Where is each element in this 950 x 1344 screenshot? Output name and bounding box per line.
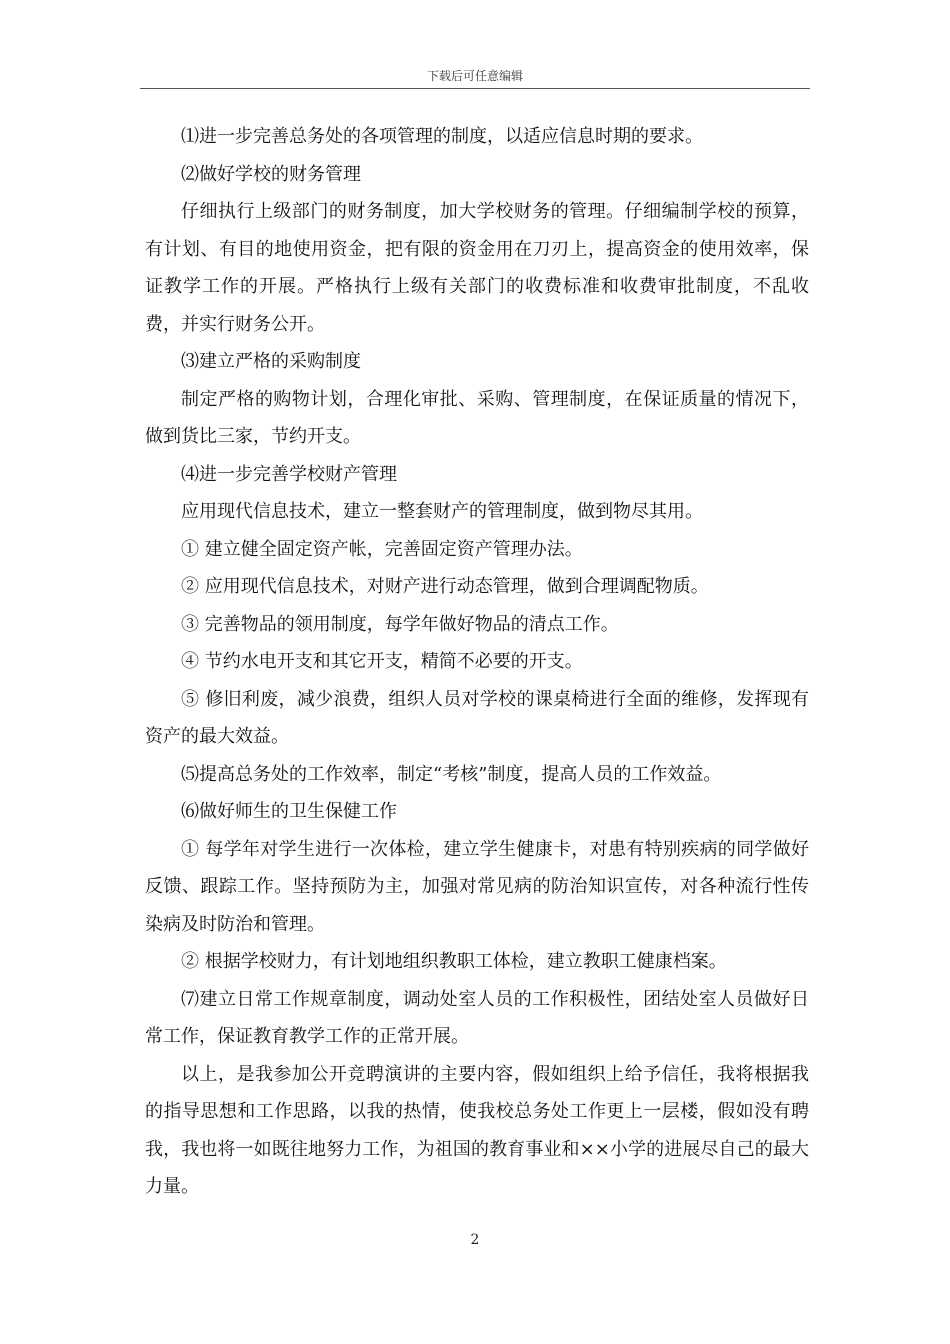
paragraph-finance: 仔细执行上级部门的财务制度，加大学校财务的管理。仔细编制学校的预算，有计划、有目的地使用资金，把有限的资金用在刀刃上，提高资金的使用效率，保证教学工作的开展。严格执行上级有关部门的收费标准和收费审批制度，不乱收费，并实行财务公开。 [145, 201, 809, 335]
page-number: 2 [470, 1232, 480, 1248]
paragraph-procurement: 制定严格的购物计划，合理化审批、采购、管理制度，在保证质量的情况下，做到货比三家，节约开支。 [145, 388, 809, 447]
paragraph-item-7: ⑺建立日常工作规章制度，调动处室人员的工作积极性，团结处室人员做好日常工作，保证教育教学工作的正常开展。 [145, 988, 809, 1047]
section-heading-assets: ⑷进一步完善学校财产管理 [181, 463, 397, 485]
section-heading-procurement: ⑶建立严格的采购制度 [181, 351, 361, 372]
list-item-assets-1: ① 建立健全固定资产帐，完善固定资产管理办法。 [181, 538, 583, 560]
list-item-assets-4: ④ 节约水电开支和其它开支，精简不必要的开支。 [181, 651, 583, 672]
paragraph-assets: 应用现代信息技术，建立一整套财产的管理制度，做到物尽其用。 [181, 501, 703, 522]
paragraph-item-1: ⑴进一步完善总务处的各项管理的制度，以适应信息时期的要求。 [181, 126, 703, 147]
page-header: 下载后可任意编辑 [426, 69, 523, 83]
list-item-health-2: ② 根据学校财力，有计划地组织教职工体检，建立教职工健康档案。 [181, 951, 727, 972]
header-rule [140, 88, 810, 89]
document-body [145, 118, 809, 1206]
paragraph-item-5: ⑸提高总务处的工作效率，制定“考核”制度，提高人员的工作效益。 [181, 763, 722, 785]
section-heading-finance: ⑵做好学校的财务管理 [181, 163, 361, 185]
list-item-health-1: ① 每学年对学生进行一次体检，建立学生健康卡，对患有特别疾病的同学做好反馈、跟踪工作。坚持预防为主，加强对常见病的防治知识宣传，对各种流行性传染病及时防治和管理。 [145, 838, 809, 935]
section-heading-health: ⑹做好师生的卫生保健工作 [181, 801, 397, 822]
list-item-assets-2: ② 应用现代信息技术，对财产进行动态管理，做到合理调配物质。 [181, 576, 709, 597]
paragraph-conclusion: 以上，是我参加公开竞聘演讲的主要内容，假如组织上给予信任，我将根据我的指导思想和工作思路，以我的热情，使我校总务处工作更上一层楼，假如没有聘我，我也将一如既往地努力工作，为祖国的教育事业和××小学的进展尽自己的最大力量。 [145, 1063, 809, 1197]
list-item-assets-3: ③ 完善物品的领用制度，每学年做好物品的清点工作。 [181, 613, 619, 635]
list-item-assets-5: ⑤ 修旧利废，减少浪费，组织人员对学校的课桌椅进行全面的维修，发挥现有资产的最大效益。 [145, 688, 809, 747]
